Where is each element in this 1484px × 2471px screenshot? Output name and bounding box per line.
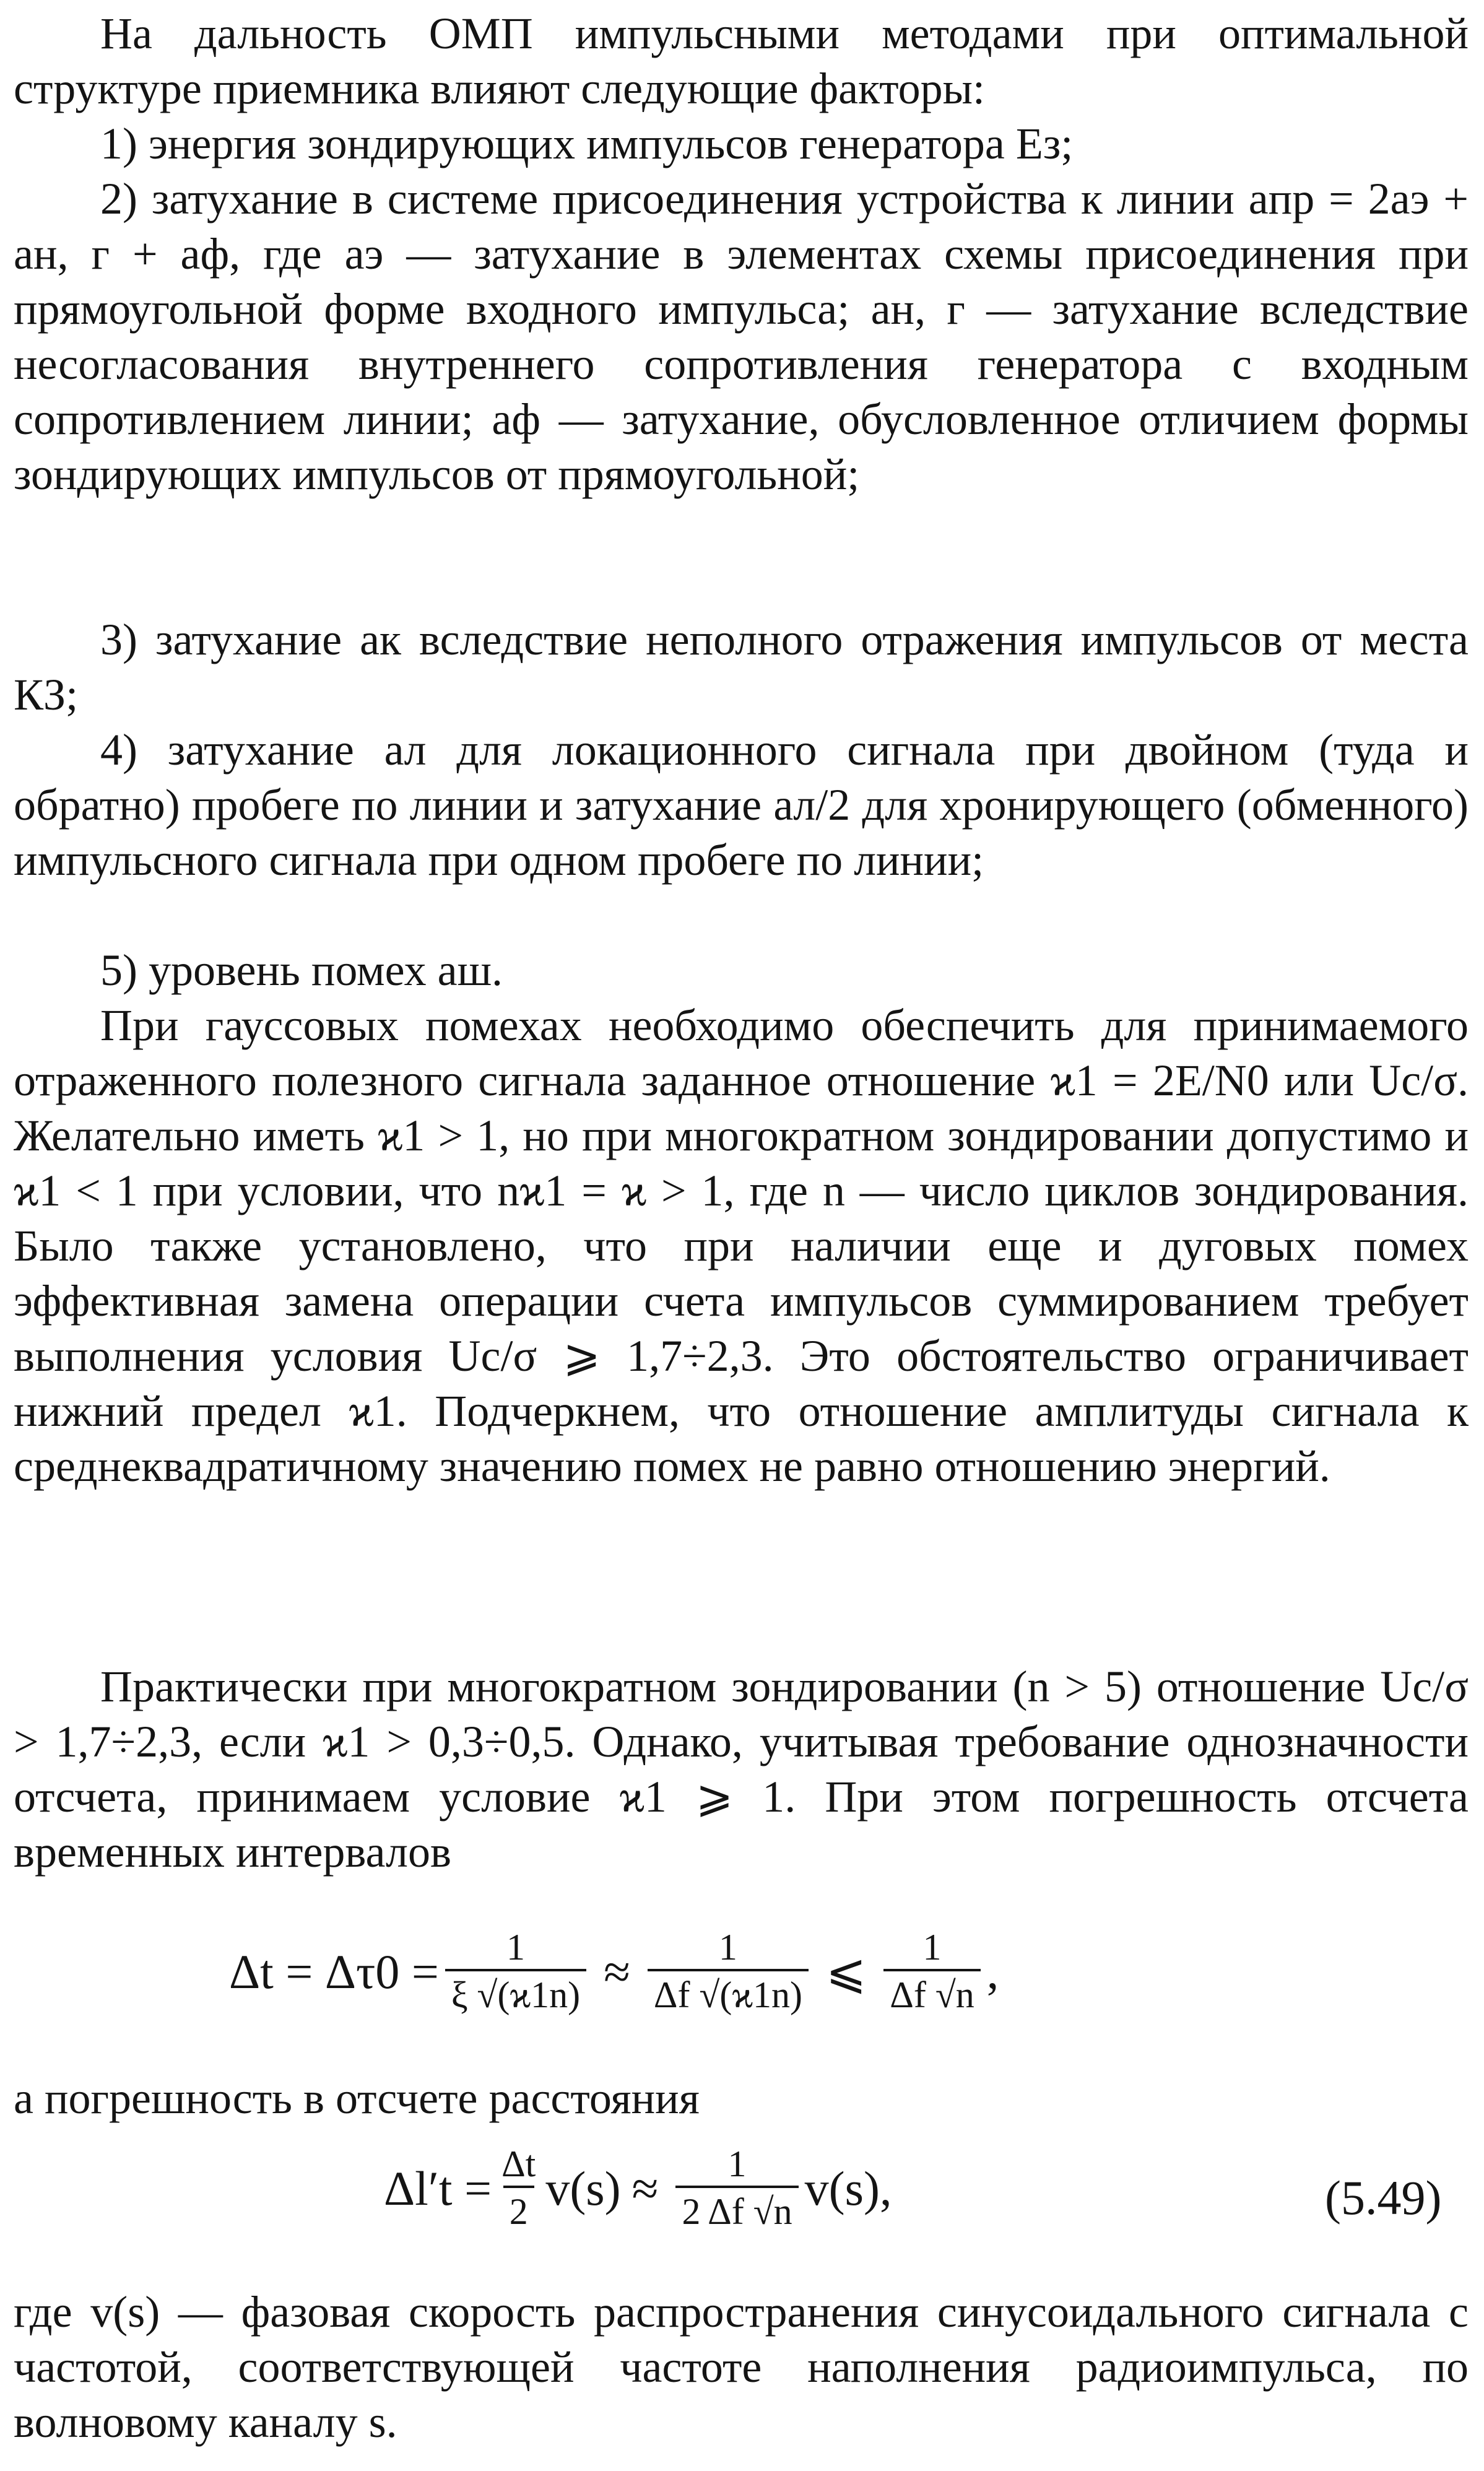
formula1-approx: ≈ <box>604 1945 630 1999</box>
formula-time-error <box>229 1926 999 2018</box>
formula1-lhs: Δt = Δτ0 = <box>229 1945 439 1999</box>
formula1-le: ⩽ <box>825 1945 867 1999</box>
formula1-fraction-2: $\frac{1}{\Delta f √(ϰ1n)}$ <box>648 1926 809 2018</box>
intro-paragraph: На дальность ОМП импульсными методами при оптимальной структуре приемника влияют следующие факторы: <box>14 9 1469 113</box>
factor-item-5: 5) уровень помех aш. <box>100 945 503 995</box>
distance-paragraph: а погрешность в отсчете расстояния <box>14 2074 700 2123</box>
gauss-paragraph: При гауссовых помехах необходимо обеспечить для принимаемого отраженного полезного сигнала заданное отношение ϰ1 = 2E/N0 или Uc/σ. Желательно иметь ϰ1 > 1, но при многократном зондировании допустимо и ϰ1 < 1 при условии, что nϰ1 = ϰ > 1, где n — число циклов зондирования. Было также установлено, что при наличии еще и дуговых помех эффективная замена операции счета импульсов суммированием требует выполнения условия Uc/σ ⩾ 1,7÷2,3. Это обстоятельство ограничивает нижний предел ϰ1. Подчеркнем, что отношение амплитуды сигнала к среднеквадратичному значению помех не равно отношению энергий. <box>14 1001 1469 1491</box>
formula-distance-error <box>384 2142 892 2235</box>
formula1-fraction-1: $\frac{1}{\xi √(ϰ1n)}$ <box>445 1926 586 2018</box>
formula1-fraction-3: $\frac{1}{\Delta f √n}$ <box>883 1926 981 2018</box>
factor-item-2: 2) затухание в системе присоединения устройства к линии aпр = 2aэ + aн, г + aф, где aэ — затухание в элементах схемы присоединения при прямоугольной форме входного импульса; aн, г — затухание вследствие несогласования внутреннего сопротивления генератора с входным сопротивлением линии; aф — затухание, обусловленное отличием формы зондирующих импульсов от прямоугольной; <box>14 174 1469 499</box>
practice-paragraph: Практически при многократном зондировании (n > 5) отношение Uc/σ > 1,7÷2,3, если ϰ1 > 0,3÷0,5. Однако, учитывая требование однозначности отсчета, принимаем условие ϰ1 ⩾ 1. При этом погрешность отсчета временных интервалов <box>14 1662 1469 1877</box>
formula1-tail: , <box>986 1945 999 1999</box>
factor-item-4: 4) затухание aл для локационного сигнала при двойном (туда и обратно) пробеге по линии и затухание aл/2 для хронирующего (обменного) импульсного сигнала при одном пробеге по линии; <box>14 725 1469 885</box>
formula2-velocity-2: v(s), <box>804 2161 892 2215</box>
formula2-approx: ≈ <box>631 2161 659 2215</box>
final-paragraph: где v(s) — фазовая скорость распространения синусоидального сигнала с частотой, соответствующей частоте наполнения радиоимпульса, по волновому каналу s. <box>14 2287 1469 2447</box>
factor-item-1: 1) энергия зондирующих импульсов генератора Eз; <box>100 119 1074 168</box>
formula2-lhs: Δl′t = <box>384 2161 492 2215</box>
formula2-velocity-1: v(s) <box>545 2161 621 2215</box>
formula2-fraction-1: $\frac{\Delta t}{2}$ <box>498 2142 539 2235</box>
factor-item-3: 3) затухание aк вследствие неполного отражения импульсов от места КЗ; <box>14 615 1469 719</box>
formula2-fraction-2: $\frac{1}{2 \Delta f √n}$ <box>675 2142 798 2235</box>
equation-number: (5.49) <box>1325 2171 1442 2225</box>
